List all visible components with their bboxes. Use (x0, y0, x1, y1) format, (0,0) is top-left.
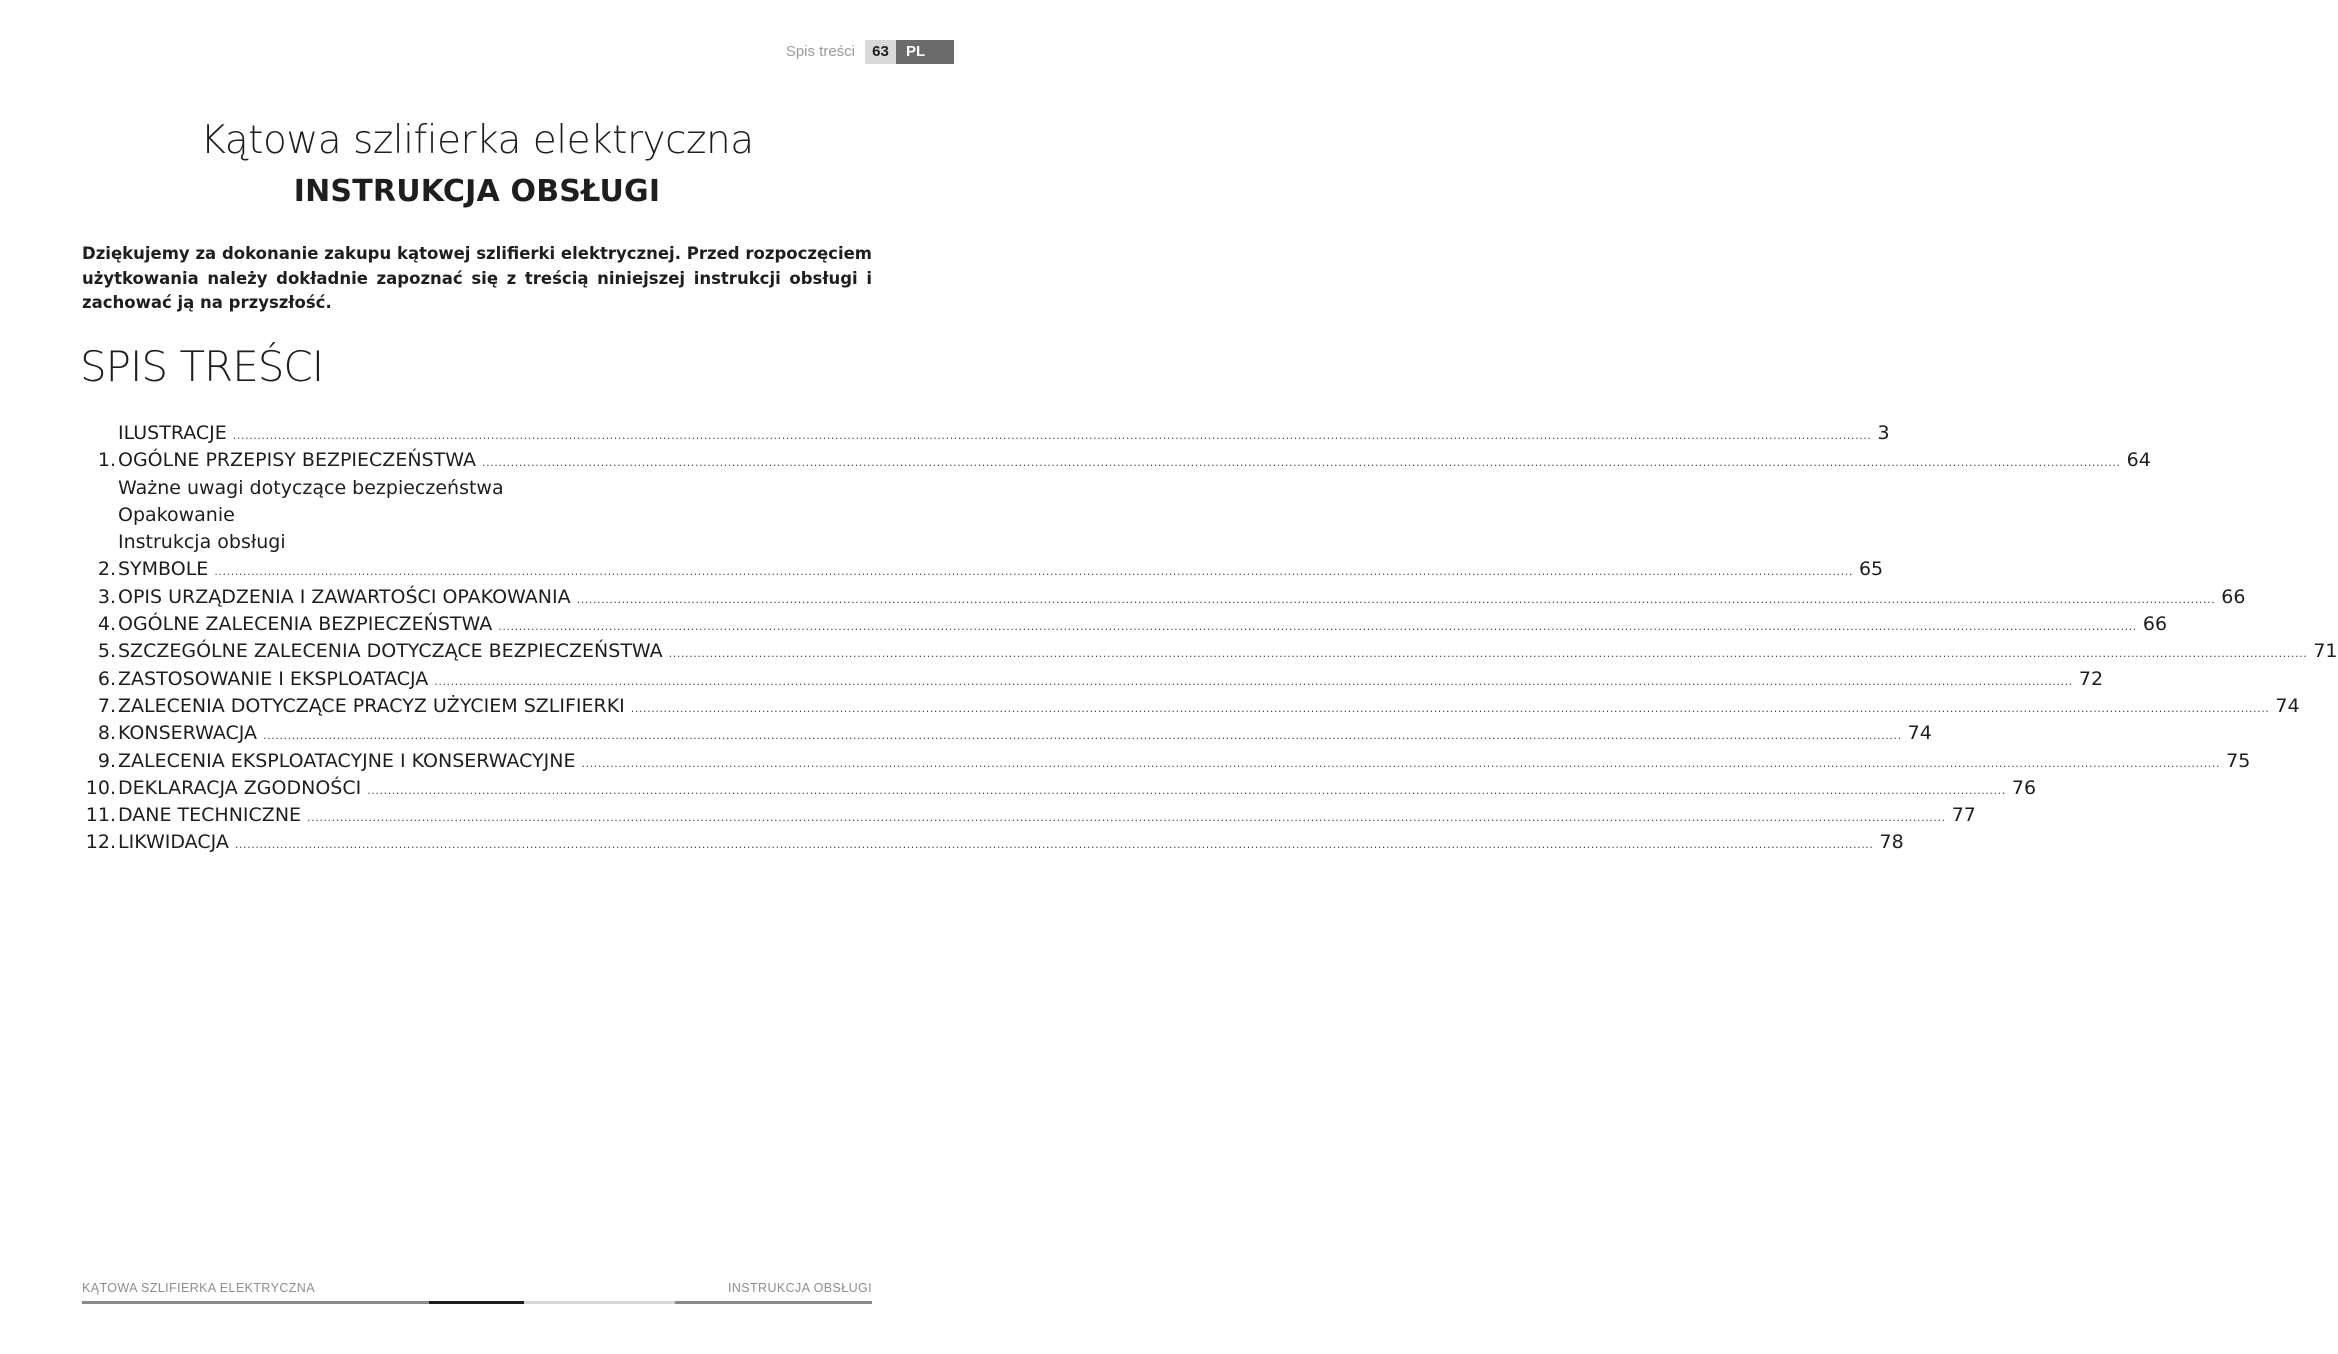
toc-entry-page: 64 (2126, 449, 2151, 472)
footer-left-text: KĄTOWA SZLIFIERKA ELEKTRYCZNA (82, 1281, 315, 1295)
toc-entry-page: 77 (1951, 804, 1976, 827)
toc-entry-title: SZCZEGÓLNE ZALECENIA DOTYCZĄCE BEZPIECZEŃSTWA (118, 640, 663, 663)
toc-entry-page: 74 (2275, 694, 2300, 717)
toc-entry-number: 5. (97, 640, 116, 663)
toc-entry (82, 420, 1890, 447)
toc-dot-leader: ................................................................................................................................................................................................................................................................................................................................................................................................................ (630, 701, 2270, 715)
table-of-contents (82, 420, 2338, 857)
footer-bar-segment (524, 1301, 675, 1304)
toc-entry-title: LIKWIDACJA (118, 831, 229, 854)
toc-dot-leader: ................................................................................................................................................................................................................................................................................................................................................................................................................ (367, 783, 2006, 797)
toc-entry (82, 638, 2338, 665)
toc-entry-number: 3. (97, 585, 116, 608)
toc-entry-page: 66 (2221, 585, 2246, 608)
toc-entry-page: 65 (1858, 558, 1884, 581)
toc-entry (82, 666, 2104, 693)
footer-right-text: INSTRUKCJA OBSŁUGI (727, 1281, 872, 1295)
toc-entry-title: Instrukcja obsługi (118, 531, 286, 554)
toc-entry (82, 502, 872, 529)
toc-entry-number: 12. (85, 831, 116, 854)
toc-dot-leader: ................................................................................................................................................................................................................................................................................................................................................................................................................ (434, 674, 2073, 688)
toc-entry-title: ZALECENIA EKSPLOATACYJNE I KONSERWACYJNE (118, 749, 576, 772)
toc-dot-leader: ................................................................................................................................................................................................................................................................................................................................................................................................................ (581, 756, 2221, 770)
toc-entry-page: 76 (2011, 776, 2037, 799)
toc-entry (82, 584, 2246, 611)
toc-entry-title: ZALECENIA DOTYCZĄCE PRACYZ UŻYCIEM SZLIFIERKI (118, 694, 625, 717)
toc-dot-leader: ................................................................................................................................................................................................................................................................................................................................................................................................................ (214, 565, 1853, 579)
toc-entry-number: 10. (85, 776, 116, 799)
toc-entry (82, 829, 1904, 856)
header-language-tag: PL (896, 40, 954, 64)
toc-entry-page: 71 (2313, 640, 2338, 663)
header-page-number: 63 (865, 40, 896, 64)
toc-entry-title: ILUSTRACJE (118, 422, 227, 444)
toc-entry-number: 7. (97, 694, 116, 717)
toc-entry-page: 66 (2142, 613, 2168, 636)
toc-entry-number: 1. (97, 449, 116, 472)
toc-entry-number: 8. (97, 722, 116, 745)
toc-entry (82, 475, 872, 502)
toc-entry-title: OGÓLNE PRZEPISY BEZPIECZEŃSTWA (118, 449, 476, 472)
toc-entry (82, 556, 1884, 583)
toc-dot-leader: ................................................................................................................................................................................................................................................................................................................................................................................................................ (481, 456, 2121, 470)
toc-entry-page: 74 (1907, 722, 1932, 745)
toc-dot-leader: ................................................................................................................................................................................................................................................................................................................................................................................................................ (498, 620, 2137, 634)
toc-entry-page: 3 (1877, 422, 1890, 444)
toc-entry-title: DANE TECHNICZNE (118, 804, 302, 827)
toc-entry (82, 611, 2168, 638)
toc-entry-number: 6. (97, 667, 116, 690)
toc-entry-page: 75 (2226, 749, 2251, 772)
toc-dot-leader: ................................................................................................................................................................................................................................................................................................................................................................................................................ (307, 811, 1946, 825)
toc-entry (82, 693, 2300, 720)
toc-entry-title: KONSERWACJA (118, 722, 258, 745)
toc-entry-page: 78 (1879, 831, 1904, 854)
toc-entry (82, 802, 1976, 829)
toc-entry (82, 775, 2037, 802)
intro-paragraph: Dziękujemy za dokonanie zakupu kątowej szlifierki elektrycznej. Przed rozpoczęciem użytkowania należy dokładnie zapoznać się z treścią niniejszej instrukcji obsługi i zachować ją na przyszłość. (82, 244, 872, 312)
toc-entry-title: SYMBOLE (118, 558, 209, 581)
header-section-title: Spis treści (785, 43, 855, 60)
toc-dot-leader: ................................................................................................................................................................................................................................................................................................................................................................................................................ (232, 429, 1872, 442)
toc-entry (82, 447, 2151, 474)
footer-bar-segment (429, 1301, 524, 1304)
toc-entry (82, 748, 2251, 775)
toc-dot-leader: ................................................................................................................................................................................................................................................................................................................................................................................................................ (263, 729, 1902, 743)
toc-dot-leader: ................................................................................................................................................................................................................................................................................................................................................................................................................ (234, 838, 1874, 852)
page-header (786, 40, 954, 64)
footer-bar-segment (675, 1301, 872, 1304)
toc-entry-number: 2. (97, 558, 116, 581)
toc-entry-title: OPIS URZĄDZENIA I ZAWARTOŚCI OPAKOWANIA (118, 585, 571, 608)
toc-entry-number: 4. (97, 613, 116, 636)
toc-entry (82, 720, 1932, 747)
toc-entry-title: DEKLARACJA ZGODNOŚCI (118, 776, 362, 799)
toc-entry-title: ZASTOSOWANIE I EKSPLOATACJA (118, 667, 429, 690)
document-subtitle: INSTRUKCJA OBSŁUGI (293, 174, 661, 209)
toc-entry-title: OGÓLNE ZALECENIA BEZPIECZEŃSTWA (118, 613, 493, 636)
toc-entry-number: 11. (85, 804, 116, 827)
toc-heading: SPIS TREŚCI (80, 342, 324, 391)
toc-entry-number: 9. (97, 749, 116, 772)
footer-bar-segment (82, 1301, 429, 1304)
toc-entry (82, 529, 872, 556)
toc-entry-page: 72 (2078, 667, 2104, 690)
toc-entry-title: Opakowanie (118, 503, 235, 526)
toc-dot-leader: ................................................................................................................................................................................................................................................................................................................................................................................................................ (668, 647, 2308, 661)
toc-dot-leader: ................................................................................................................................................................................................................................................................................................................................................................................................................ (576, 592, 2216, 606)
toc-entry-title: Ważne uwagi dotyczące bezpieczeństwa (118, 476, 504, 499)
document-title: Kątowa szlifierka elektryczna (200, 118, 754, 163)
